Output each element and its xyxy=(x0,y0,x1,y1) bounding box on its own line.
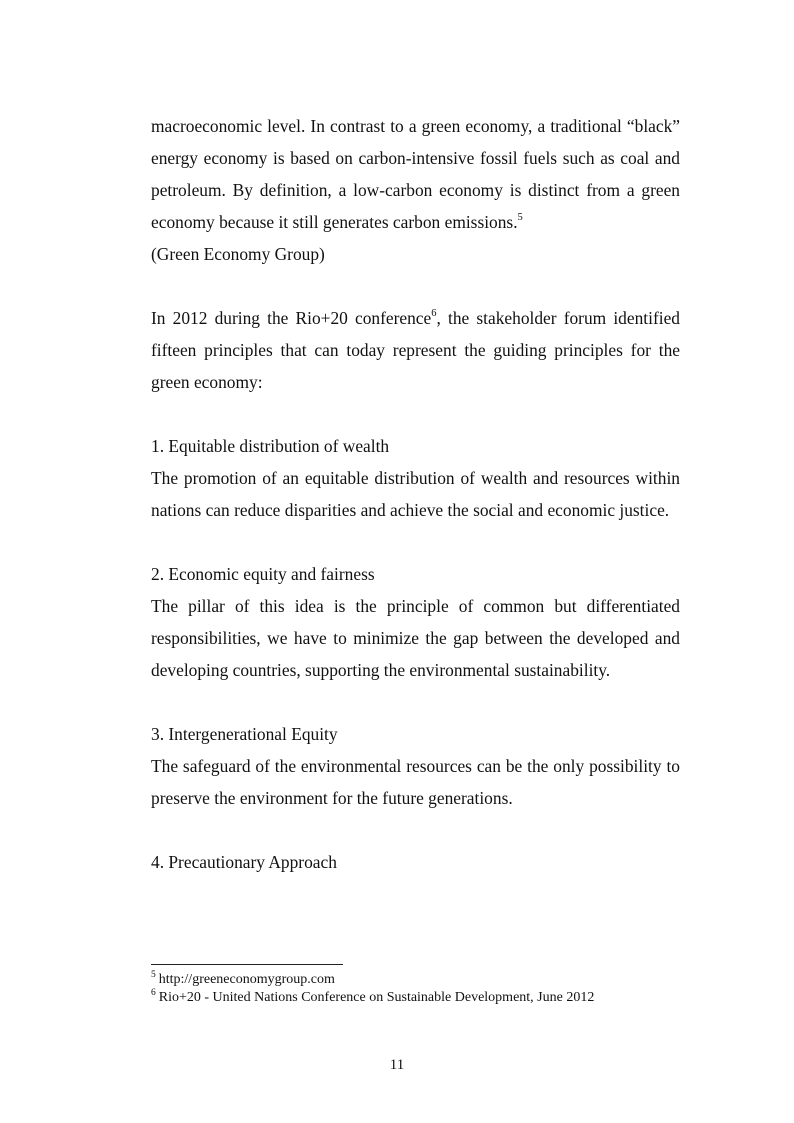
footnote-ref-6: 6 xyxy=(431,308,437,319)
rio-paragraph-text-after: , the stakeholder forum identified fifteen principles that can today represent the guiding principles for the green economy: xyxy=(151,308,680,392)
principle-3-heading: 3. Intergenerational Equity xyxy=(151,724,338,744)
rio-paragraph xyxy=(151,302,680,398)
footnote-6 xyxy=(151,989,711,1007)
footnote-5-link[interactable]: http://greeneconomygroup.com xyxy=(158,972,335,987)
paragraph-gap xyxy=(151,526,680,558)
footnote-6-text: Rio+20 - United Nations Conference on Sustainable Development, June 2012 xyxy=(158,990,595,1005)
principle-1-heading: 1. Equitable distribution of wealth xyxy=(151,436,390,456)
footnote-6-number: 6 xyxy=(151,988,156,998)
footnote-5 xyxy=(151,971,711,989)
intro-paragraph-text: macroeconomic level. In contrast to a green economy, a traditional “black” energy economy is based on carbon-intensive fossil fuels such as coal and petroleum. By definition, a low-carbon economy is distinct from a green economy because it still generates carbon emissions. xyxy=(151,116,680,232)
intro-paragraph xyxy=(151,110,680,238)
principle-1-body: The promotion of an equitable distribution of wealth and resources within nations can reduce disparities and achieve the social and economic justice. xyxy=(151,468,680,520)
paragraph-gap xyxy=(151,686,680,718)
footnote-5-number: 5 xyxy=(151,970,156,980)
footnotes xyxy=(151,971,711,1007)
body-text xyxy=(151,110,680,878)
page-number: 11 xyxy=(389,1057,405,1073)
principle-2-heading: 2. Economic equity and fairness xyxy=(151,564,375,584)
paragraph-gap xyxy=(151,270,680,302)
footnote-ref-5: 5 xyxy=(517,212,523,223)
footnote-separator xyxy=(151,964,343,965)
paragraph-gap xyxy=(151,398,680,430)
principle-3-body: The safeguard of the environmental resources can be the only possibility to preserve the environment for the future generations. xyxy=(151,756,680,808)
paragraph-gap xyxy=(151,814,680,846)
rio-paragraph-text-before: In 2012 during the Rio+20 conference xyxy=(151,308,432,328)
intro-source: (Green Economy Group) xyxy=(151,244,325,264)
principle-2-body: The pillar of this idea is the principle of common but differentiated responsibilities, we have to minimize the gap between the developed and developing countries, supporting the environmental sustainability. xyxy=(151,596,680,680)
principle-4-heading: 4. Precautionary Approach xyxy=(151,852,337,872)
